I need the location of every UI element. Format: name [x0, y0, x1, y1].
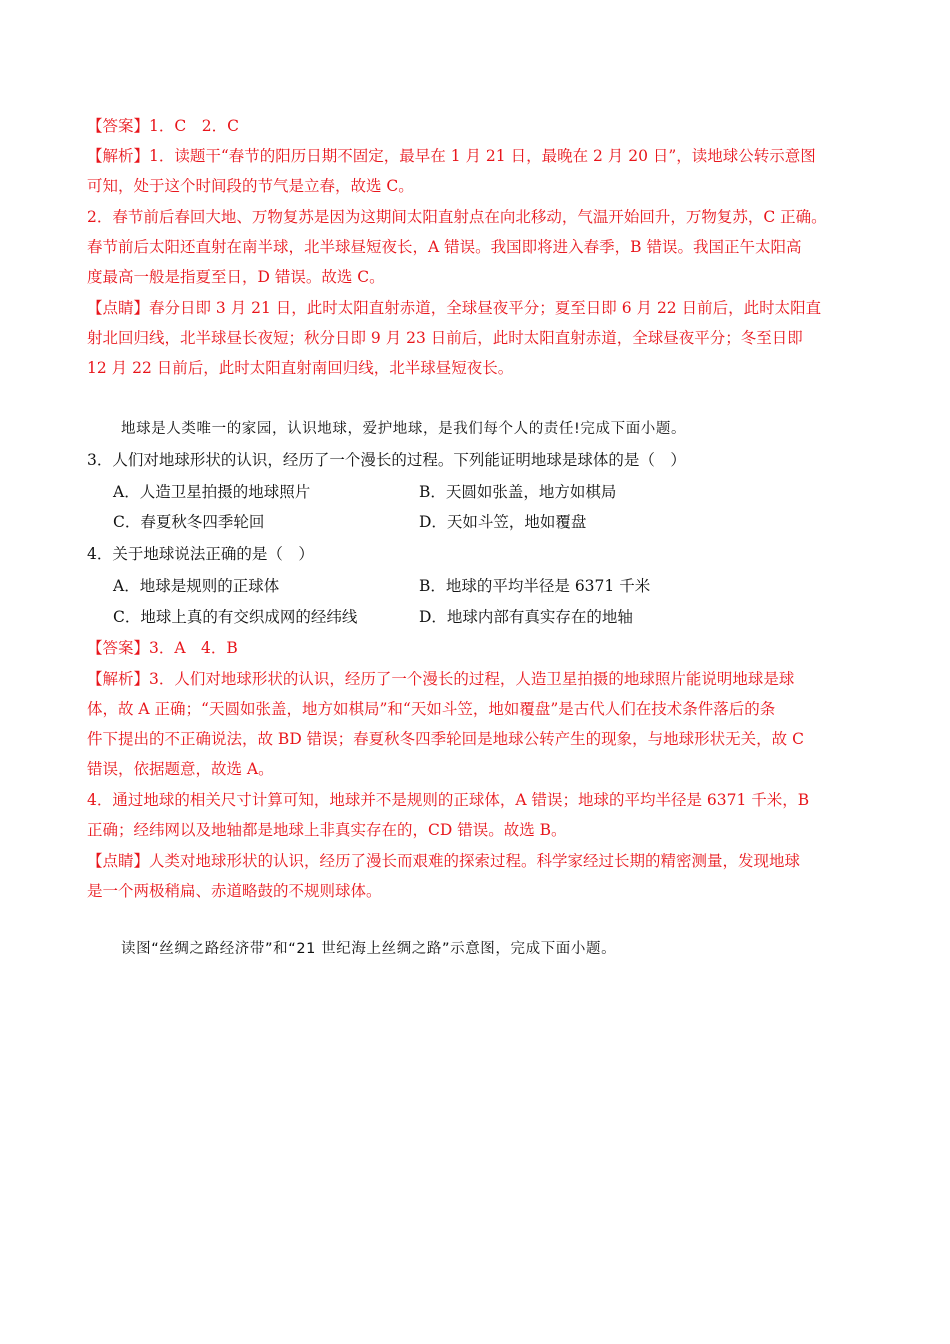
analysis-line: 春节前后太阳还直射在南半球，北半球昼短夜长，A 错误。我国即将进入春季，B 错误。我国正午太阳高: [87, 238, 802, 256]
option-3a: A．人造卫星拍摄的地球照片: [113, 483, 311, 501]
tip-line: 【点睛】人类对地球形状的认识，经历了漫长而艰难的探索过程。科学家经过长期的精密测量，发现地球: [87, 852, 801, 870]
option-3c: C．春夏秋冬四季轮回: [113, 513, 265, 531]
analysis-line: 件下提出的不正确说法，故 BD 错误；春夏秋冬四季轮回是地球公转产生的现象，与地球形状无关，故 C: [87, 730, 804, 748]
option-3b: B．天圆如张盖，地方如棋局: [419, 483, 617, 501]
option-3d: D．天如斗笠，地如覆盘: [419, 513, 587, 531]
question-3-stem: 3．人们对地球形状的认识，经历了一个漫长的过程。下列能证明地球是球体的是（ ）: [87, 451, 686, 469]
analysis-line: 【解析】1．读题干“春节的阳历日期不固定，最早在 1 月 21 日，最晚在 2 月 20 日”，读地球公转示意图: [87, 147, 816, 165]
analysis-line: 正确；经纬网以及地轴都是地球上非真实存在的，CD 错误。故选 B。: [87, 821, 567, 839]
tip-line: 【点睛】春分日即 3 月 21 日，此时太阳直射赤道，全球昼夜平分；夏至日即 6 月 22 日前后，此时太阳直: [87, 299, 822, 317]
option-4c: C．地球上真的有交织成网的经纬线: [113, 608, 358, 626]
question-intro: 地球是人类唯一的家园，认识地球，爱护地球，是我们每个人的责任!完成下面小题。: [121, 421, 687, 437]
analysis-line: 错误，依据题意，故选 A。: [87, 760, 274, 778]
analysis-line: 4．通过地球的相关尺寸计算可知，地球并不是规则的正球体，A 错误；地球的平均半径是 6371 千米，B: [87, 791, 810, 809]
analysis-line: 【解析】3．人们对地球形状的认识，经历了一个漫长的过程，人造卫星拍摄的地球照片能说明地球是球: [87, 670, 795, 688]
tip-line: 12 月 22 日前后，此时太阳直射南回归线，北半球昼短夜长。: [87, 359, 514, 377]
analysis-line: 可知，处于这个时间段的节气是立春，故选 C。: [87, 177, 414, 195]
option-4b: B．地球的平均半径是 6371 千米: [419, 577, 651, 595]
tip-line: 射北回归线，北半球昼长夜短；秋分日即 9 月 23 日前后，此时太阳直射赤道，全球昼夜平分；冬至日即: [87, 329, 803, 347]
analysis-line: 2．春节前后春回大地、万物复苏是因为这期间太阳直射点在向北移动，气温开始回升，万物复苏，C 正确。: [87, 208, 827, 226]
question-intro: 读图“丝绸之路经济带”和“21 世纪海上丝绸之路”示意图，完成下面小题。: [121, 941, 617, 957]
analysis-line: 体，故 A 正确；“天圆如张盖，地方如棋局”和“天如斗笠，地如覆盘”是古代人们在技术条件落后的条: [87, 700, 776, 718]
option-4d: D．地球内部有真实存在的地轴: [419, 608, 633, 626]
option-4a: A．地球是规则的正球体: [113, 577, 280, 595]
answer-line-2: 【答案】3．A 4．B: [87, 639, 238, 657]
question-4-stem: 4．关于地球说法正确的是（ ）: [87, 545, 314, 563]
answer-line-1: 【答案】1．C 2．C: [87, 117, 239, 135]
tip-line: 是一个两极稍扁、赤道略鼓的不规则球体。: [87, 882, 382, 900]
analysis-line: 度最高一般是指夏至日，D 错误。故选 C。: [87, 268, 385, 286]
